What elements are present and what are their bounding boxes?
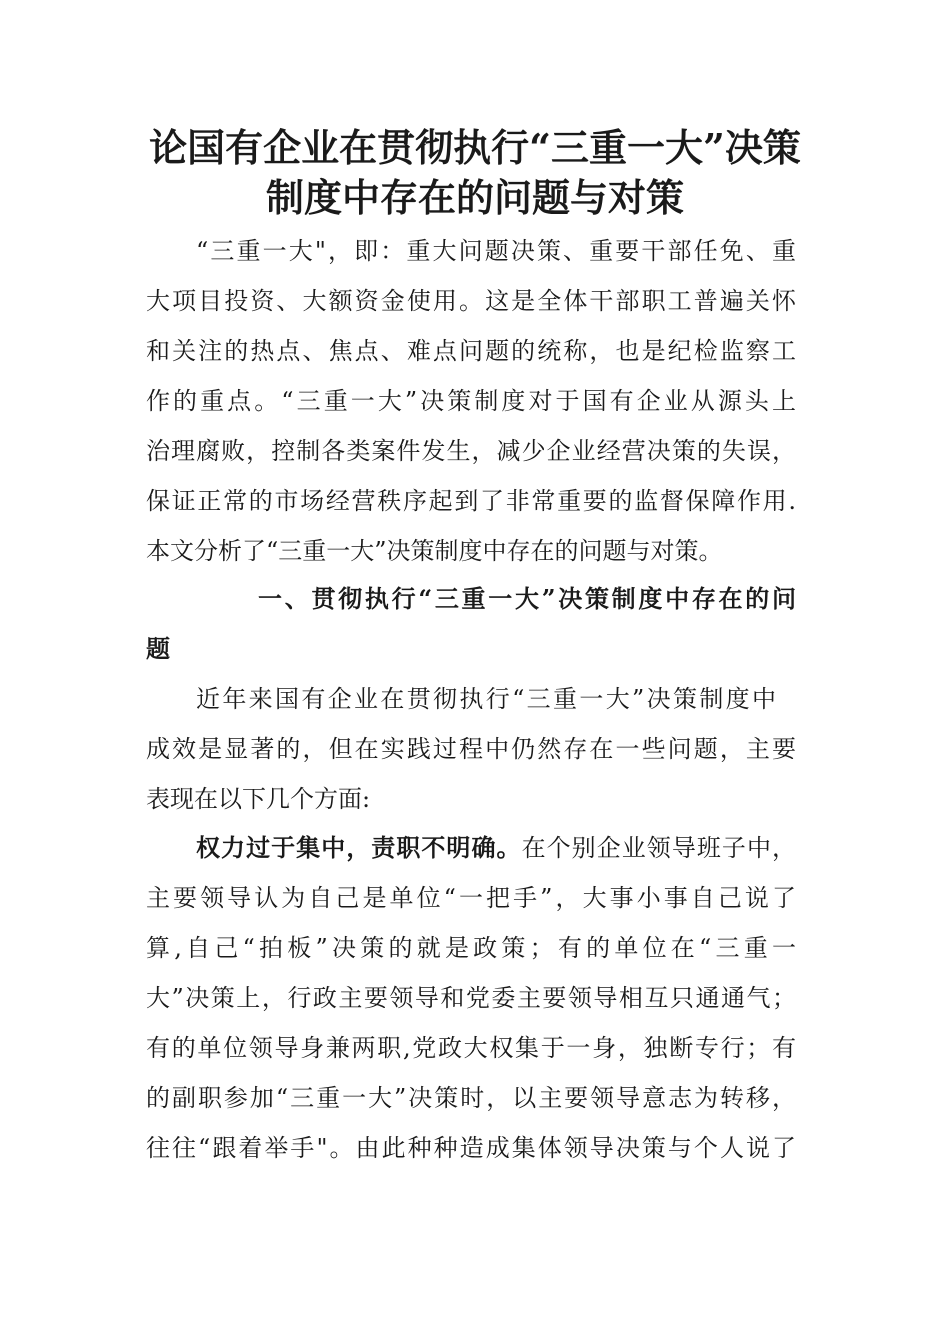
document-title-line-2: 制度中存在的问题与对策 bbox=[265, 175, 684, 220]
para2-line-1: 近年来国有企业在贯彻执行“三重一大”决策制度中 bbox=[196, 685, 776, 713]
para2-line-2: 成效是显著的，但在实践过程中仍然存在一些问题，主要 bbox=[146, 735, 796, 763]
para3-line-7: 往往“跟着举手"。由此种种造成集体领导决策与个人说了 bbox=[146, 1134, 796, 1162]
section-1-heading-line-2: 题 bbox=[146, 634, 170, 663]
para3-line-5: 有的单位领导身兼两职,党政大权集于一身，独断专行；有 bbox=[146, 1034, 796, 1062]
intro-line-3: 和关注的热点、焦点、难点问题的统称，也是纪检监察工 bbox=[146, 337, 796, 365]
para2-line-3: 表现在以下几个方面: bbox=[146, 785, 371, 813]
para3-line-3: 算,自己“拍板”决策的就是政策；有的单位在“三重一 bbox=[146, 934, 796, 962]
para3-line-1 bbox=[196, 833, 796, 863]
intro-line-5: 治理腐败，控制各类案件发生，减少企业经营决策的失误， bbox=[146, 437, 796, 465]
section-1-heading-line-1: 一、贯彻执行“三重一大”决策制度中存在的问 bbox=[258, 584, 796, 613]
intro-line-4: 作的重点。“三重一大”决策制度对于国有企业从源头上 bbox=[146, 387, 796, 415]
para3-bold-lead: 权力过于集中，责职不明确。 bbox=[196, 833, 522, 862]
para3-line-6: 的副职参加“三重一大”决策时，以主要领导意志为转移， bbox=[146, 1084, 796, 1112]
document-title-line-1: 论国有企业在贯彻执行“三重一大”决策 bbox=[149, 125, 801, 170]
para3-line-2: 主要领导认为自己是单位“一把手”，大事小事自己说了 bbox=[146, 884, 796, 912]
intro-line-2: 大项目投资、大额资金使用。这是全体干部职工普遍关怀 bbox=[146, 287, 796, 315]
intro-line-1: “三重一大"，即：重大问题决策、重要干部任免、重 bbox=[196, 237, 796, 265]
intro-line-7: 本文分析了“三重一大”决策制度中存在的问题与对策。 bbox=[146, 537, 723, 565]
para3-line-4: 大”决策上，行政主要领导和党委主要领导相互只通通气； bbox=[146, 984, 796, 1012]
para3-first-rest: 在个别企业领导班子中， bbox=[521, 834, 797, 862]
intro-line-6: 保证正常的市场经营秩序起到了非常重要的监督保障作用. bbox=[146, 487, 796, 515]
